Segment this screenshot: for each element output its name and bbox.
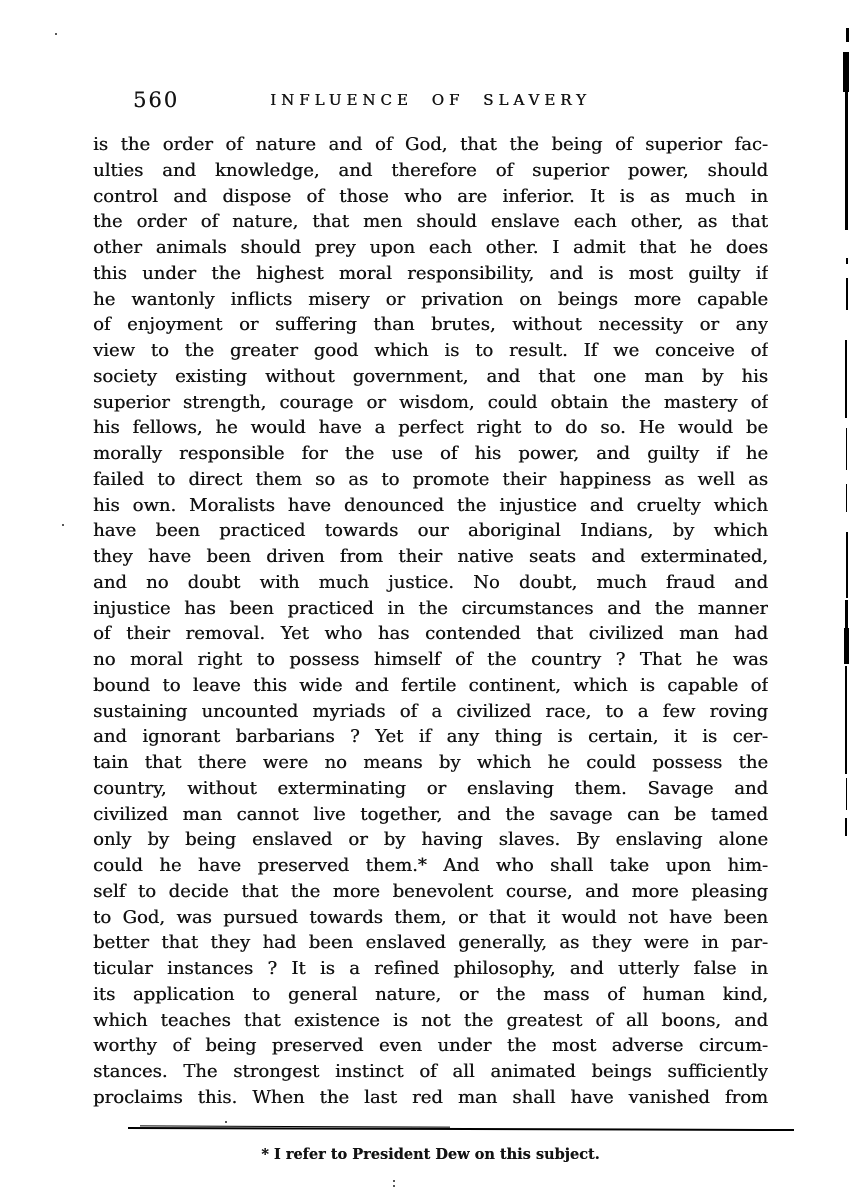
text-line: he wantonly inflicts misery or privation on beings more capable — [93, 288, 768, 310]
text-line: bound to leave this wide and fertile continent, which is capable of — [93, 674, 768, 696]
scan-artifact — [845, 600, 848, 630]
text-line: this under the highest moral responsibility, and is most guilty if — [93, 262, 768, 284]
page-number: 560 — [133, 88, 180, 112]
text-line: they have been driven from their native seats and exterminated, — [93, 546, 768, 567]
text-line: which teaches that existence is not the greatest of all boons, and — [93, 1009, 768, 1031]
text-line: proclaims this. When the last red man shall have vanished from — [93, 1086, 768, 1108]
ink-speck — [393, 1180, 395, 1182]
scan-artifact — [845, 666, 847, 774]
text-line: failed to direct them so as to promote their happiness as well as — [93, 468, 768, 490]
text-line: sustaining uncounted myriads of a civilized race, to a few roving — [93, 700, 768, 722]
text-line: to God, was pursued towards them, or that it would not have been — [93, 906, 768, 928]
ink-speck — [393, 1185, 395, 1187]
text-line: have been practiced towards our aboriginal Indians, by which — [93, 520, 768, 542]
text-line: civilized man cannot live together, and the savage can be tamed — [93, 803, 768, 825]
text-line: and no doubt with much justice. No doubt, much fraud and — [93, 571, 768, 593]
scan-artifact — [846, 428, 847, 470]
text-line: control and dispose of those who are inferior. It is as much in — [93, 185, 768, 207]
running-header: INFLUENCE OF SLAVERY — [270, 91, 591, 109]
scan-artifact — [846, 278, 848, 310]
text-line: view to the greater good which is to result. If we conceive of — [93, 340, 768, 361]
text-line: superior strength, courage or wisdom, could obtain the mastery of — [93, 391, 768, 413]
scan-artifact — [845, 92, 848, 230]
scan-artifact — [846, 484, 847, 512]
text-line: morally responsible for the use of his power, and guilty if he — [93, 443, 768, 464]
scan-artifact — [845, 818, 847, 836]
text-line: other animals should prey upon each other. I admit that he does — [93, 237, 768, 258]
footnote-rule — [128, 1127, 794, 1131]
text-line: better that they had been enslaved generally, as they were in par- — [93, 932, 768, 954]
text-line: of enjoyment or suffering than brutes, without necessity or any — [93, 314, 768, 336]
text-line: his fellows, he would have a perfect right to do so. He would be — [93, 417, 768, 439]
text-line: ticular instances ? It is a refined philosophy, and utterly false in — [93, 958, 768, 979]
text-line: injustice has been practiced in the circumstances and the manner — [93, 597, 768, 619]
scan-artifact — [846, 28, 849, 42]
text-line: of their removal. Yet who has contended that civilized man had — [93, 623, 768, 645]
scan-artifact — [846, 532, 848, 598]
text-line: its application to general nature, or the mass of human kind, — [93, 983, 768, 1005]
text-line: is the order of nature and of God, that the being of superior fac- — [93, 134, 768, 155]
scan-artifact — [846, 258, 848, 264]
scan-artifact — [844, 628, 849, 664]
text-line: could he have preserved them.* And who shall take upon him- — [93, 855, 768, 876]
text-line: and ignorant barbarians ? Yet if any thing is certain, it is cer- — [93, 726, 768, 748]
body-text — [93, 132, 768, 1111]
text-line: self to decide that the more benevolent course, and more pleasing — [93, 880, 768, 902]
scan-artifact — [843, 52, 849, 92]
text-line: his own. Moralists have denounced the injustice and cruelty which — [93, 494, 768, 516]
text-line: ulties and knowledge, and therefore of superior power, should — [93, 159, 768, 181]
scan-artifact — [845, 340, 847, 418]
text-line: tain that there were no means by which he could possess the — [93, 752, 768, 773]
text-line: stances. The strongest instinct of all animated beings sufficiently — [93, 1061, 768, 1082]
text-line: worthy of being preserved even under the most adverse circum- — [93, 1035, 768, 1057]
text-line: society existing without government, and that one man by his — [93, 365, 768, 387]
ink-speck — [225, 1121, 227, 1123]
footnote: * I refer to President Dew on this subject. — [261, 1146, 600, 1163]
text-line: country, without exterminating or enslaving them. Savage and — [93, 777, 768, 799]
text-line: the order of nature, that men should enslave each other, as that — [93, 211, 768, 233]
scan-artifact — [846, 778, 847, 810]
text-line: no moral right to possess himself of the country ? That he was — [93, 649, 768, 670]
text-line: only by being enslaved or by having slaves. By enslaving alone — [93, 829, 768, 851]
ink-speck — [62, 524, 64, 526]
ink-speck — [55, 33, 57, 35]
